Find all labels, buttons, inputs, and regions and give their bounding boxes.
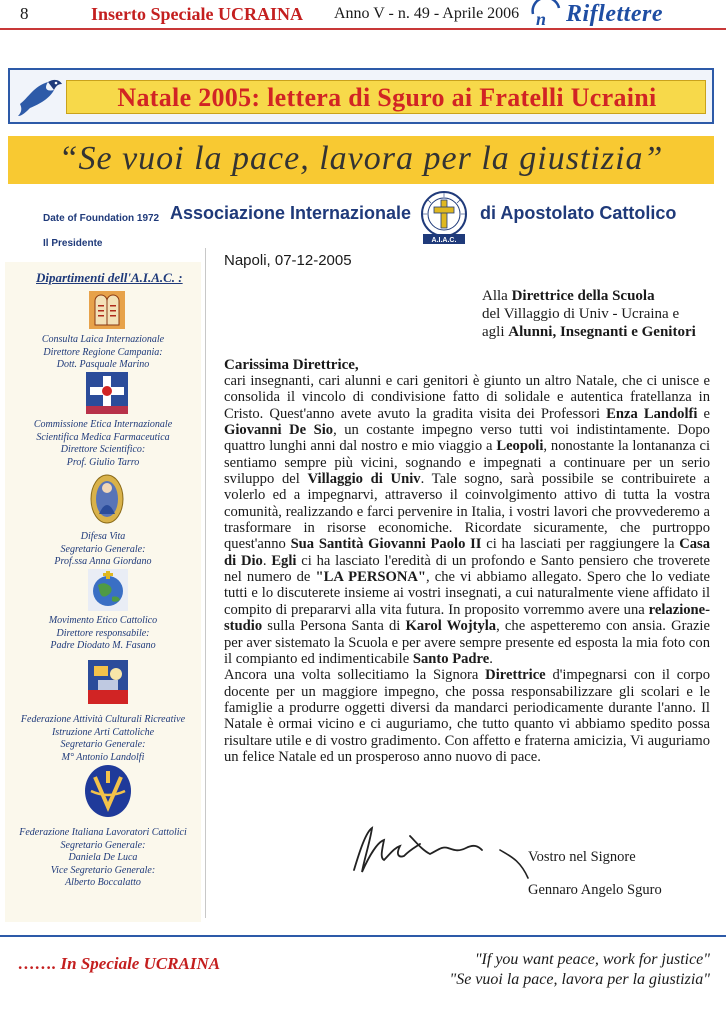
- addressee: Alla Direttrice della Scuola del Villaggio di Univ - Ucraina e agli Alunni, Insegnanti e Genitori: [482, 288, 696, 340]
- handwritten-signature: [350, 820, 530, 880]
- signer-name: Gennaro Angelo Sguro: [528, 882, 662, 898]
- footer-divider: [0, 935, 726, 937]
- footer-motto-en: "If you want peace, work for justice": [474, 951, 710, 968]
- quote-band: [8, 136, 714, 184]
- dove-icon: [14, 74, 66, 120]
- madonna-icon: [90, 474, 124, 524]
- footer-motto-it: "Se vuoi la pace, lavora per la giustizia": [449, 971, 710, 988]
- brand-name: Riflettere: [566, 1, 663, 27]
- aiac-emblem-icon: [413, 187, 475, 249]
- issue-info: Anno V - n. 49 - Aprile 2006: [334, 5, 520, 22]
- brand-logo: [530, 0, 715, 28]
- departments-title: Dipartimenti dell'A.I.A.C. :: [36, 270, 183, 285]
- department-5: Federazione Attività Culturali Ricreative Istruzione Arti Cattoliche Segretario Generale: M° Antonio Landolfi: [20, 714, 186, 763]
- letter-body: [224, 373, 710, 765]
- footer-motto: [380, 950, 710, 990]
- header-divider: [0, 28, 726, 30]
- foundation-date: Date of Foundation 1972: [43, 213, 160, 224]
- emblem-label: A.I.A.C.: [431, 237, 457, 244]
- association-name-left: Associazione Internazionale: [170, 203, 412, 223]
- article-title: Natale 2005: lettera di Sguro ai Fratelli Ucraini: [117, 83, 657, 112]
- association-name-right: di Apostolato Cattolico: [480, 203, 677, 223]
- column-divider: [205, 248, 206, 918]
- president-label: Il Presidente: [43, 238, 103, 249]
- department-2: Commissione Etica Internazionale Scientifica Medica Farmaceutica Direttore Scientifico: Prof. Giulio Tarro: [33, 419, 173, 468]
- letter-date: Napoli, 07-12-2005: [224, 252, 352, 269]
- brand-mark-letters: n: [536, 9, 547, 28]
- brand-mark-icon: [530, 0, 564, 28]
- quote-text: “Se vuoi la pace, lavora per la giustizia”: [58, 140, 664, 177]
- medical-cross-icon: [86, 372, 128, 414]
- insert-title: Inserto Speciale UCRAINA: [91, 4, 303, 24]
- workers-emblem-icon: [83, 763, 133, 819]
- banner-title-box: [66, 80, 706, 114]
- closing: Vostro nel Signore: [528, 849, 636, 865]
- flag-icon: [88, 660, 128, 704]
- page-number: 8: [20, 4, 29, 23]
- department-4: Movimento Etico Cattolico Direttore responsabile: Padre Diodato M. Fasano: [48, 615, 158, 651]
- globe-icon: [88, 569, 128, 611]
- footer-insert-label: ……. In Speciale UCRAINA: [18, 954, 221, 973]
- department-3: Difesa Vita Segretario Generale: Prof.ssa Anna Giordano: [54, 531, 152, 567]
- department-1: Consulta Laica Internazionale Direttore Regione Campania: Dott. Pasquale Marino: [41, 334, 165, 370]
- department-6: Federazione Italiana Lavoratori Cattolici Segretario Generale: Daniela De Luca Vice Segretario Generale: Alberto Boccalatto: [19, 827, 187, 888]
- tablets-icon: [89, 291, 125, 329]
- salutation: Carissima Direttrice,: [224, 357, 359, 373]
- letter-paragraph-2: Ancora una volta sollecitiamo la Signora Direttrice d'impegnarsi con il corpo docente per un maggiore impegno, che possa responsabilizzare gli scolari e le famiglie a produrre oggetti diversi da mandarci periodicamente durante l'anno. Il Natale è ormai vicino e ci auguriamo, che tutto quanto vi abbiamo spedito possa risultare utile e di vostro gradimento. Con affetto e fraterna amicizia, Vi auguriamo un felice Natale ed un prosperoso anno nuovo di pace.: [224, 667, 710, 765]
- letter-paragraph-1: cari insegnanti, cari alunni e cari genitori è giunto un altro Natale, che ci unisce e consolida il vincolo di condivisione fatto di solidale e autentica fratellanza in Cristo. Quest'anno avete avuto la gradita visita dei Professori Enza Landolfi e Giovanni De Sio, un costante impegno verso tutti voi indistintamente. Dopo quattro lunghi anni dal nostro e mio viaggio a Leopoli, nonostante la lontananza ci sentiamo sempre più vicini, sognando e impegnati a continuare per un serio sviluppo del Villaggio di Univ. Tale sogno, sarà possibile se contribuirete a volerlo ed a impegnarvi, attraverso il coinvolgimento attivo di tutta la vostra comunità, realizzando e farci pervenire in Italia, i vostri lavori che provvederemo a trasformare in risorse economiche. Ricordate sicuramente, che purtroppo quest'anno Sua Santità Giovanni Paolo II ci ha lasciati per raggiungere la Casa di Dio. Egli ci ha lasciato l'eredità di un profondo e Santo pensiero che troverete nel numero de "LA PERSONA", che vi abbiamo allegato. Spero che lo vediate tutti e lo discuterete insieme ai vostri insegnati, a cui naturalmente viene affidato il compito di prepararvi alla vita futura. In proposito vorremmo avere una relazione-studio sulla Persona Santa di Karol Wojtyla, che aspetteremo con ansia. Grazie per aver sistemato la Scuola e per avere sempre presente ed esposta la mia foto con il compianto ed indimenticabile Santo Padre.: [224, 373, 711, 667]
- title-banner: [8, 68, 714, 124]
